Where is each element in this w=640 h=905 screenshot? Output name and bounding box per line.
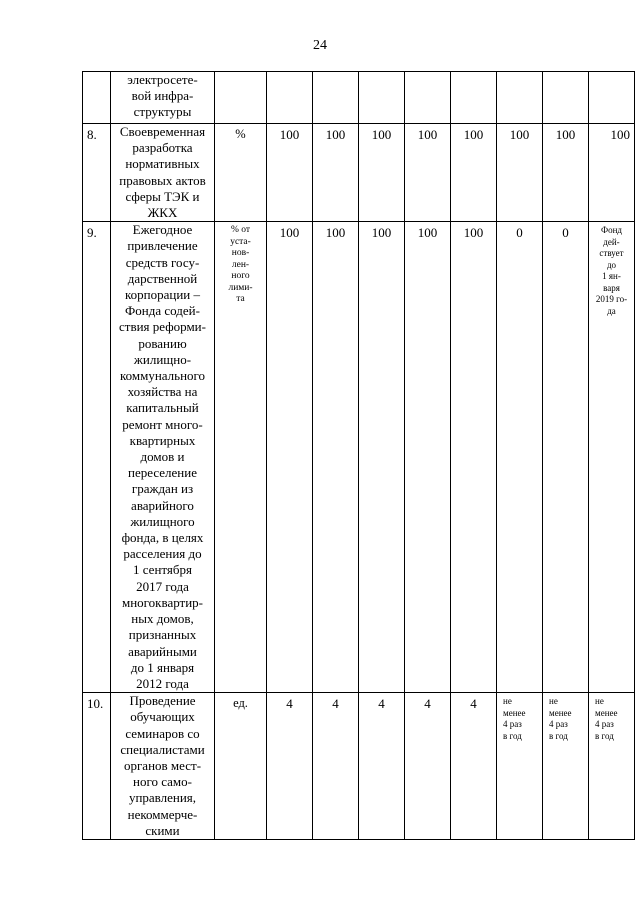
value-cell <box>359 72 405 124</box>
value-cell: 100 <box>359 222 405 693</box>
value-cell: 0 <box>497 222 543 693</box>
value-cell: не менее 4 раз в год <box>497 693 543 840</box>
table-row <box>83 693 635 840</box>
unit-cell: % от уста- нов- лен- ного лими- та <box>215 222 267 693</box>
value-cell <box>267 72 313 124</box>
unit-cell: % <box>215 124 267 222</box>
row-number: 9. <box>83 222 111 693</box>
value-cell: 100 <box>589 124 635 222</box>
value-cell: 4 <box>451 693 497 840</box>
unit-cell <box>215 72 267 124</box>
value-cell: 0 <box>543 222 589 693</box>
value-cell <box>497 72 543 124</box>
value-cell <box>405 72 451 124</box>
value-cell: 4 <box>405 693 451 840</box>
value-cell: 4 <box>313 693 359 840</box>
value-cell: 100 <box>267 222 313 693</box>
unit-cell: ед. <box>215 693 267 840</box>
value-cell: 100 <box>497 124 543 222</box>
value-cell: 100 <box>313 222 359 693</box>
table-row <box>83 124 635 222</box>
value-cell: 4 <box>267 693 313 840</box>
value-cell: не менее 4 раз в год <box>543 693 589 840</box>
page-number: 24 <box>313 38 327 53</box>
value-cell: 4 <box>359 693 405 840</box>
value-cell: 100 <box>451 124 497 222</box>
value-cell: не менее 4 раз в год <box>589 693 635 840</box>
indicator-name: Ежегодное привлечение средств госу- дарственной корпорации – Фонда содей- ствия реформи- рованию жилищно- коммунального хозяйства на капитальный ремонт много- квартирных домов и переселение граждан из аварийного жилищного фонда, в целях расселения до 1 сентября 2017 года многоквартир- ных домов, признанных аварийными до 1 января 2012 года <box>111 222 215 693</box>
value-cell: 100 <box>543 124 589 222</box>
indicators-table <box>82 71 635 840</box>
table-row <box>83 222 635 693</box>
value-cell: 100 <box>359 124 405 222</box>
indicator-name: Своевременная разработка нормативных правовых актов сферы ТЭК и ЖКХ <box>111 124 215 222</box>
indicator-name: Проведение обучающих семинаров со специалистами органов мест- ного само- управления, некоммерче- скими <box>111 693 215 840</box>
row-number: 8. <box>83 124 111 222</box>
indicator-name: электросете- вой инфра- структуры <box>111 72 215 124</box>
value-cell: 100 <box>267 124 313 222</box>
value-cell <box>313 72 359 124</box>
value-cell: 100 <box>451 222 497 693</box>
table-row <box>83 72 635 124</box>
value-cell: Фонд дей- ствует до 1 ян- варя 2019 го- да <box>589 222 635 693</box>
value-cell: 100 <box>405 222 451 693</box>
row-number <box>83 72 111 124</box>
value-cell: 100 <box>313 124 359 222</box>
value-cell <box>451 72 497 124</box>
value-cell <box>543 72 589 124</box>
value-cell <box>589 72 635 124</box>
value-cell: 100 <box>405 124 451 222</box>
row-number: 10. <box>83 693 111 840</box>
